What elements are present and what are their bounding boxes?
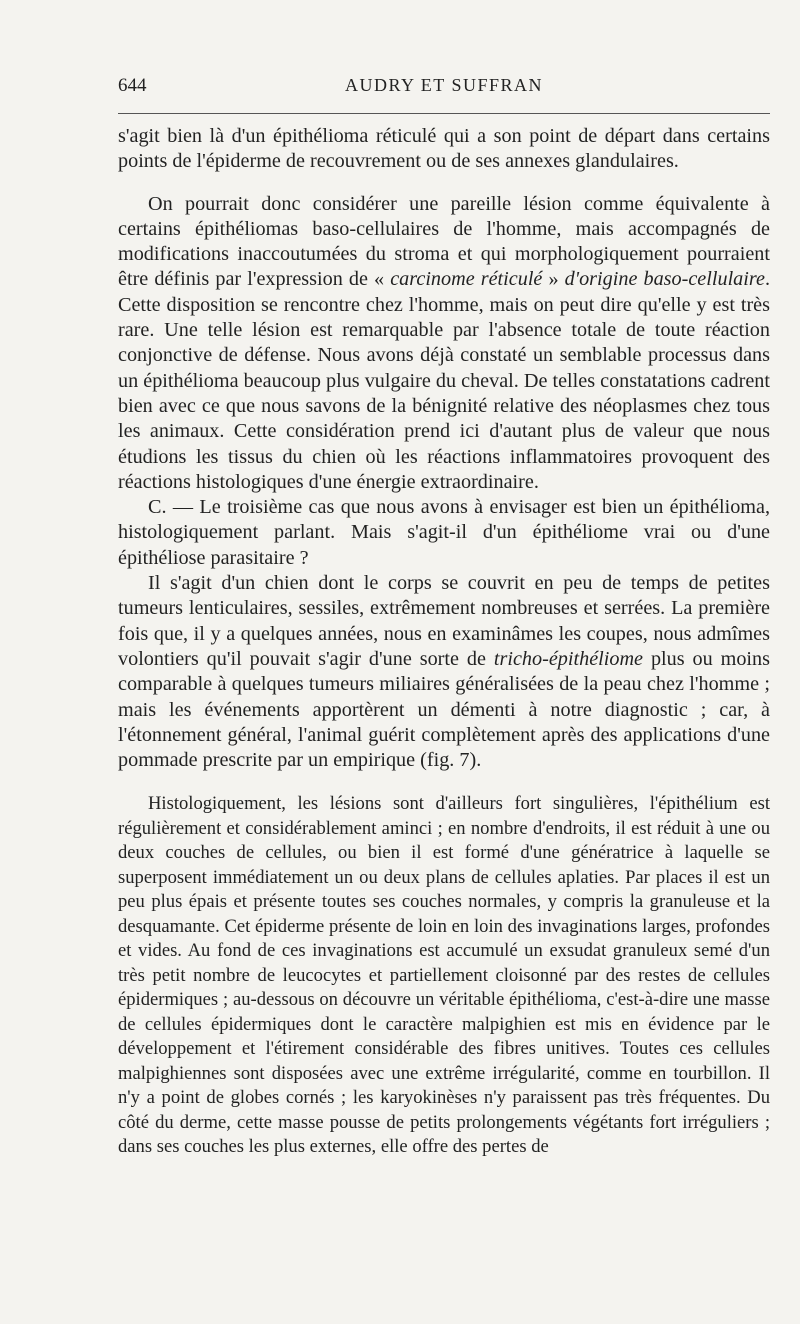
page-header: [118, 75, 770, 101]
paragraph-chien: [118, 571, 770, 773]
page-number: 644: [118, 75, 147, 96]
paragraph-text: . Cette disposition se rencontre chez l'homme, mais on peut dire qu'elle y est très rare. Une telle lésion est remarquable par l'absence totale de toute réaction conjonctive de défense. Nous avons déjà constaté un semblable processus dans un épithélioma beaucoup plus vulgaire du cheval. De telles constatations cadrent bien avec ce que nous savons de la bénignité relative des néoplasmes chez tous les animaux. Cette considération prend ici d'autant plus de valeur que nous étudions les tissus du chien où les réactions inflammatoires provoquent des réactions histologiques d'une énergie extraordinaire.: [118, 268, 770, 493]
paragraph-histologie: Histologiquement, les lésions sont d'ailleurs fort singulières, l'épithélium est régulièrement et considérablement aminci ; en nombre d'endroits, il est réduit à une ou deux couches de cellules, ou bien il est formé d'une génératrice à laquelle se superposent immédiatement un ou deux plans de cellules aplaties. Par places il est un peu plus épais et présente toutes ses couches normales, y compris la granuleuse et la desquamante. Cet épiderme présente de loin en loin des invaginations larges, profondes et vides. Au fond de ces invaginations est accumulé un exsudat granuleux semé d'un très petit nombre de leucocytes et partiellement cloisonné par des restes de cellules épidermiques ; au-dessous on découvre un véritable épithélioma, c'est-à-dire une masse de cellules épidermiques dont le caractère malpighien est mis en évidence par le développement et l'étirement considérable des fibres unitives. Toutes ces cellules malpighiennes sont disposées avec une extrême irrégularité, comme en tourbillon. Il n'y a point de globes cornés ; les karyokinèses n'y paraissent pas très fréquentes. Du côté du derme, cette masse pousse de petits prolongements végétants fort irréguliers ; dans ses couches les plus externes, elle offre des pertes de: [118, 793, 770, 1158]
paragraph-carcinome: [118, 192, 770, 496]
paragraph-text: Il s'agit d'un chien dont le corps se couvrit en peu de temps de petites tumeurs lenticulaires, sessiles, extrêmement nombreuses et serrées. La première fois que, il y a quelques années, nous en examinâmes les coupes, nous admîmes volontiers qu'il pouvait s'agir d'une sorte de: [118, 572, 770, 670]
paragraph-text: On pourrait donc considérer une pareille lésion comme équivalente à certains épithéliomas baso-cellulaires de l'homme, mais accompagnés de modifications inaccoutumées du stroma et qui morphologiquement pourraient être définis par l'expression de «: [118, 192, 770, 291]
running-title: AUDRY ET SUFFRAN: [344, 75, 544, 95]
header-rule: [118, 113, 770, 114]
small-type-section: [118, 792, 770, 1160]
paragraph-text: plus ou moins comparable à quelques tumeurs miliaires généralisées de la peau chez l'homme ; mais les événements apportèrent un démenti à notre diagnostic ; car, à l'étonnement général, l'animal guérit complètement après des applications d'une pommade prescrite par un empirique (fig. 7).: [118, 647, 770, 772]
italic-term: tricho-épithéliome: [493, 647, 644, 670]
italic-term: d'origine baso-cellulaire: [564, 268, 765, 291]
paragraph-case-c: C. — Le troisième cas que nous avons à envisager est bien un épithélioma, histologiquement parlant. Mais s'agit-il d'un épithéliome vrai ou d'une épithéliose parasitaire ?: [118, 496, 770, 569]
large-type-section: [118, 124, 770, 773]
paragraph-text: »: [542, 268, 565, 291]
italic-term: carcinome réticulé: [390, 268, 543, 291]
page-body: [118, 124, 770, 1160]
paragraph-continuation: s'agit bien là d'un épithélioma réticulé qui a son point de départ dans certains points de l'épiderme de recouvrement ou de ses annexes glandulaires.: [118, 125, 770, 173]
